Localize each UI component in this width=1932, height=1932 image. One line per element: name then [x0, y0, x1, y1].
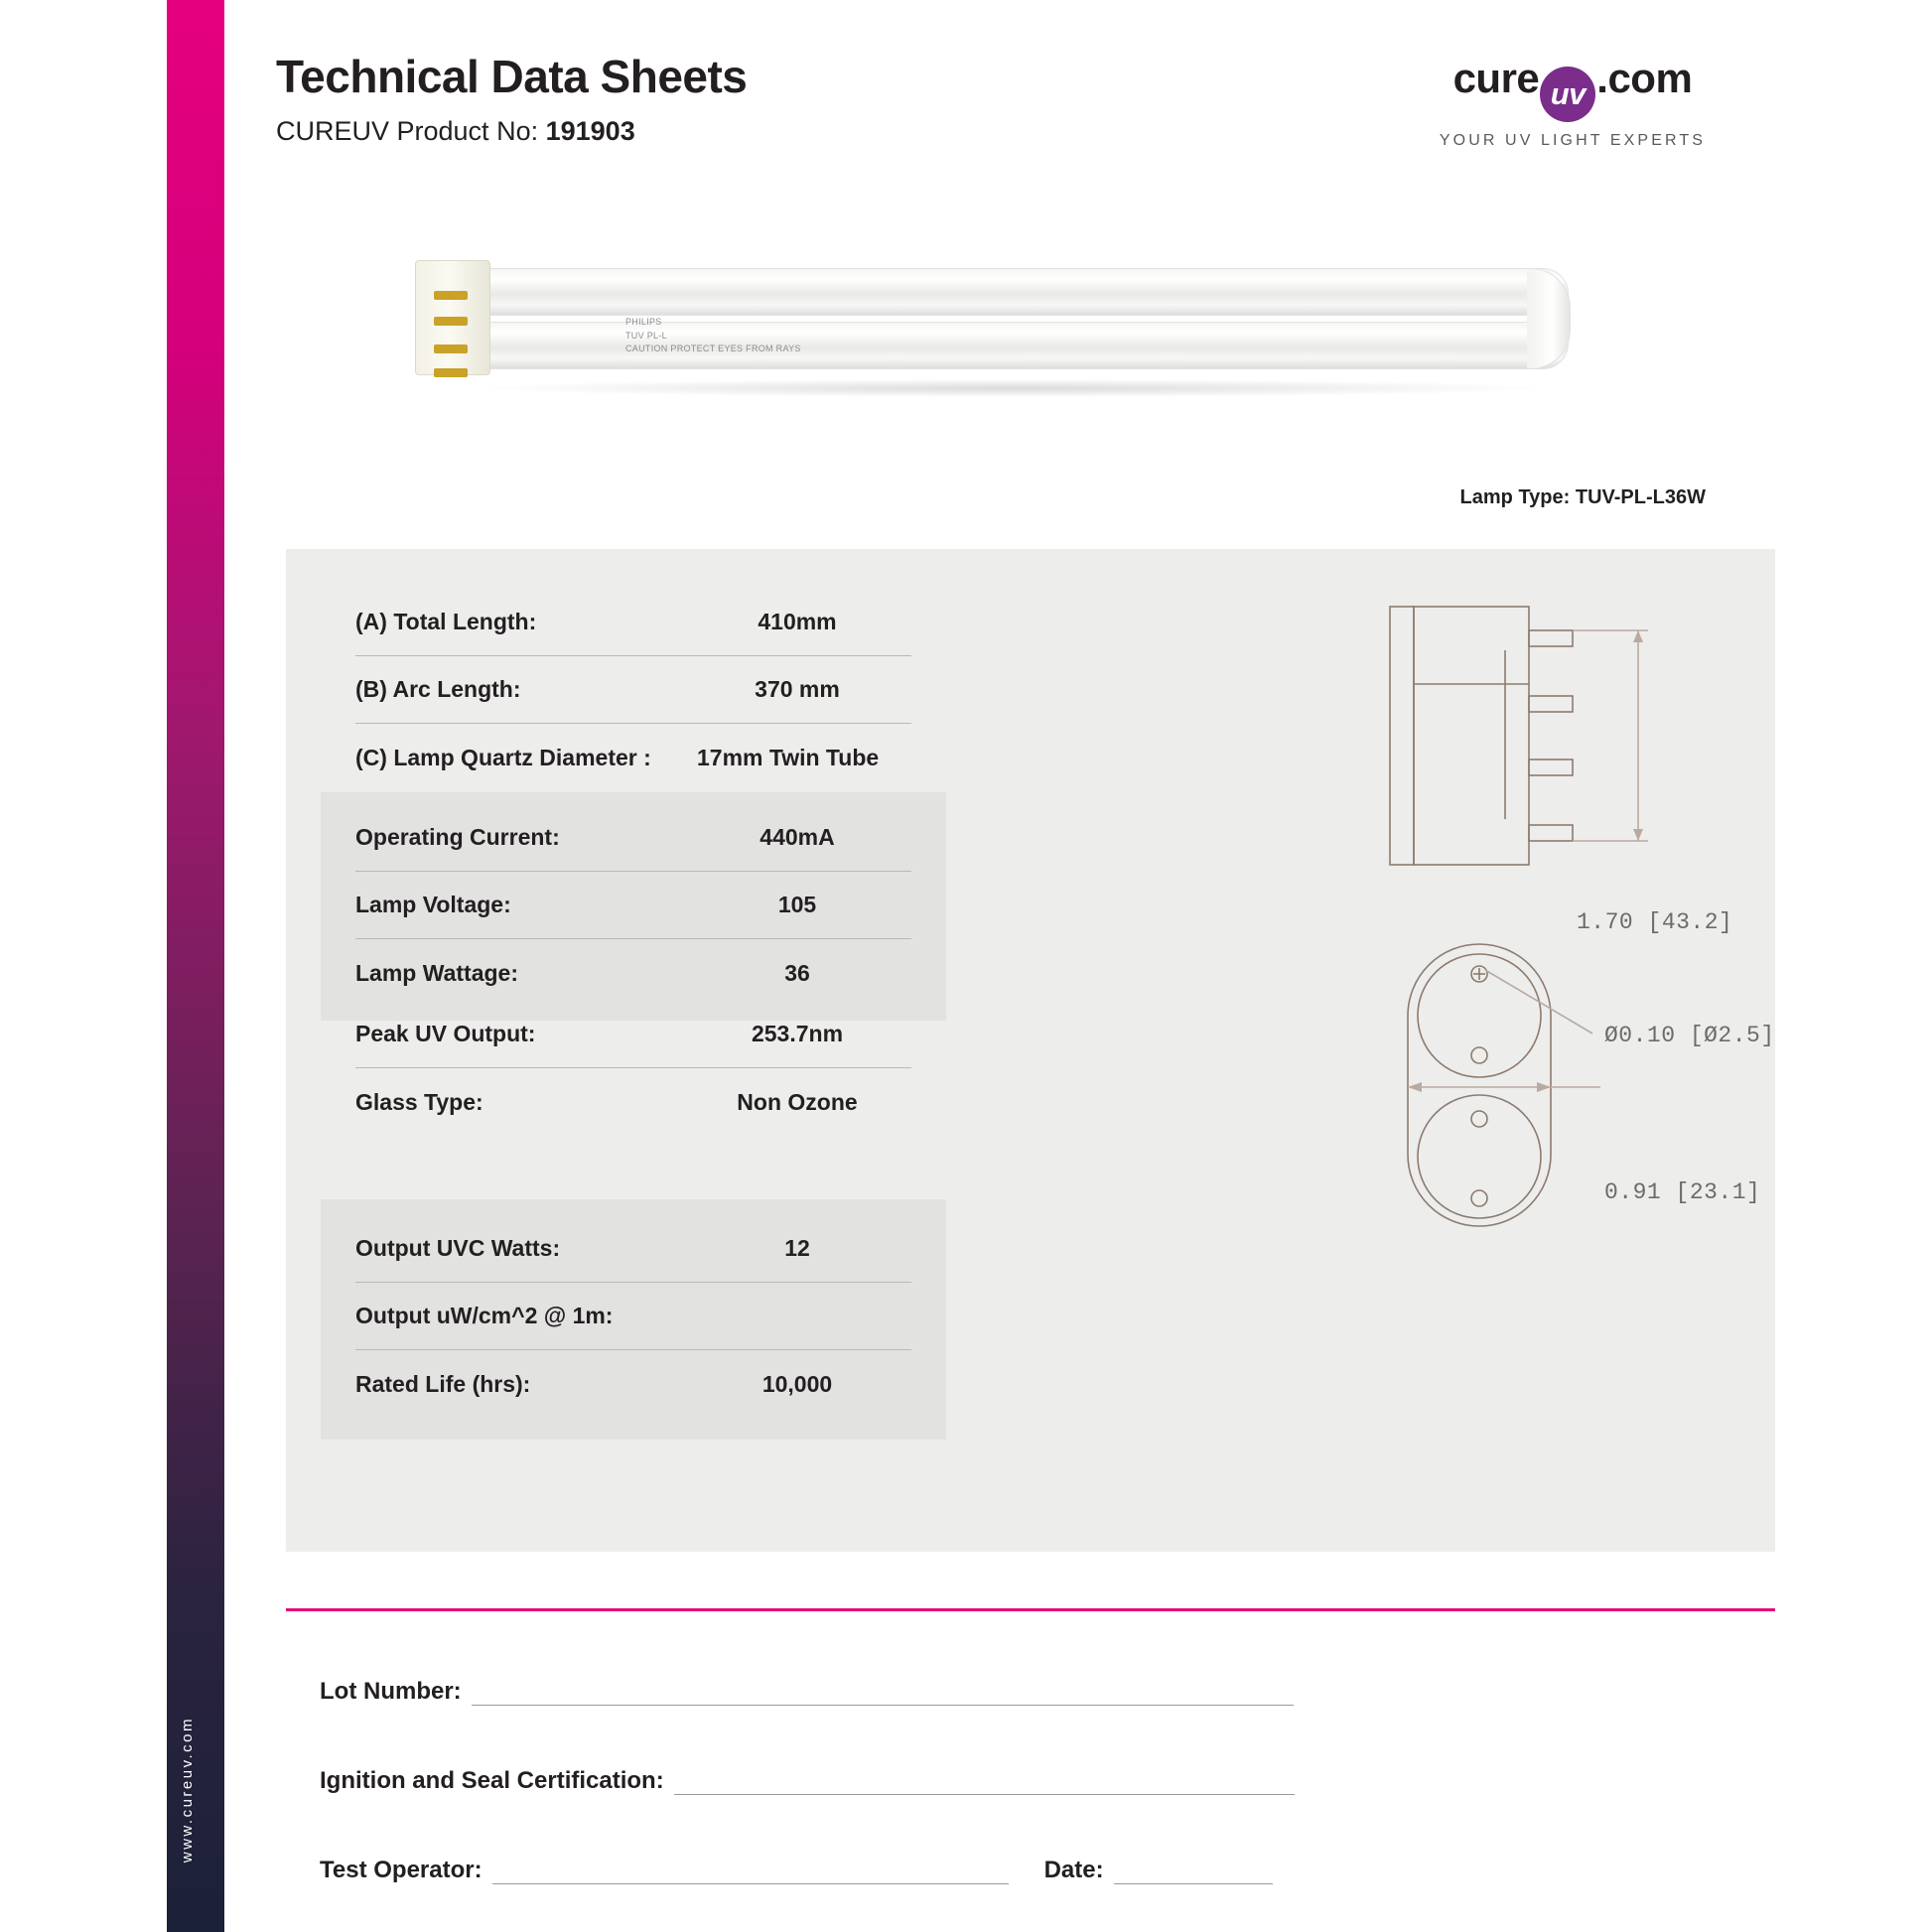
spec-value: 370 mm: [755, 676, 840, 702]
spec-group-dimensions: [321, 589, 946, 791]
lamp-type-line: [1460, 486, 1706, 509]
page-title: Technical Data Sheets: [276, 51, 748, 102]
spec-label: (B) Arc Length:: [355, 676, 521, 702]
spec-row: [355, 939, 911, 1007]
spec-label: Output uW/cm^2 @ 1m:: [355, 1303, 614, 1328]
brand-logo: [1439, 55, 1706, 150]
technical-drawings: [1378, 589, 1775, 1403]
dimension-tube-spacing: 0.91 [23.1]: [1604, 1179, 1761, 1205]
lamp-base-cap: [415, 260, 490, 375]
spec-row: [355, 1068, 911, 1136]
dim-arrow-down: [1633, 829, 1643, 841]
base-body: [1414, 607, 1529, 865]
spec-label: (A) Total Length:: [355, 609, 537, 634]
logo-uv-badge: uv: [1540, 67, 1595, 122]
spec-label: Operating Current:: [355, 824, 560, 850]
lamp-type-value: TUV-PL-L36W: [1575, 486, 1706, 508]
photo-drop-shadow: [486, 379, 1539, 397]
pin-side-3: [1529, 759, 1573, 775]
test-operator-label: Test Operator:: [320, 1857, 483, 1883]
pin-side-2: [1529, 696, 1573, 712]
lamp-pin-2: [434, 317, 468, 326]
logo-word-dotcom: .com: [1596, 55, 1693, 101]
date-input[interactable]: [1114, 1859, 1273, 1884]
product-photo: [367, 238, 1588, 437]
lot-number-input[interactable]: [472, 1680, 1294, 1706]
pin-hole-3: [1471, 1111, 1487, 1127]
lamp-printed-label: [625, 316, 801, 356]
spec-value: 105: [777, 892, 817, 917]
spec-row: [355, 656, 911, 724]
test-operator-field: [320, 1857, 1273, 1884]
leader-pin-diameter: [1485, 970, 1592, 1034]
spec-row: [355, 589, 911, 656]
dim-arrow-up: [1633, 630, 1643, 642]
lot-number-field: [320, 1678, 1294, 1706]
pin-side-4: [1529, 825, 1573, 841]
spec-group-optical: [321, 1001, 946, 1136]
spec-label: Glass Type:: [355, 1088, 483, 1115]
logo-wordmark: [1440, 55, 1706, 122]
sidebar-website-url: www.cureuv.com: [179, 1716, 196, 1863]
pin-side-1: [1529, 630, 1573, 646]
lamp-type-label: Lamp Type:: [1459, 486, 1571, 508]
logo-tagline: YOUR UV LIGHT EXPERTS: [1439, 132, 1706, 149]
lamp-pin-4: [434, 368, 468, 377]
spec-value: 36: [784, 959, 810, 986]
spec-label: Lamp Voltage:: [355, 892, 511, 917]
dimension-pin-diameter: Ø0.10 [Ø2.5]: [1604, 1023, 1775, 1048]
spec-value: 17mm Twin Tube: [697, 744, 880, 770]
crosssection-tube-lower: [1418, 1095, 1541, 1218]
header: [276, 52, 747, 147]
spec-group-output: [321, 1199, 946, 1440]
spec-row: [355, 724, 911, 791]
certification-label: Ignition and Seal Certification:: [320, 1767, 664, 1794]
date-label: Date:: [1043, 1857, 1104, 1883]
spec-row: [355, 872, 911, 939]
lamp-label-line-2: TUV PL-L: [625, 330, 667, 341]
spec-value: 440mA: [759, 824, 835, 850]
spec-row: [355, 1001, 911, 1068]
sidebar-gradient-bar: [167, 0, 224, 1932]
lamp-label-line-1: PHILIPS: [625, 317, 662, 327]
pin-hole-2: [1471, 1047, 1487, 1063]
spec-value: 10,000: [761, 1370, 833, 1397]
base-outer-left: [1390, 607, 1414, 865]
pin-hole-4: [1471, 1190, 1487, 1206]
spec-value: Non Ozone: [737, 1088, 858, 1115]
spec-row: [355, 1215, 911, 1283]
spec-label: (C) Lamp Quartz Diameter :: [355, 744, 651, 770]
lamp-tube-upper: [467, 268, 1569, 316]
drawing-svg: [1378, 589, 1755, 1403]
lamp-pin-3: [434, 345, 468, 353]
lamp-pin-1: [434, 291, 468, 300]
product-number-line: [276, 116, 747, 147]
specifications-panel: [286, 549, 1775, 1552]
product-number-label: CUREUV Product No:: [276, 115, 539, 146]
product-number-value: 191903: [545, 115, 635, 146]
certification-field: [320, 1767, 1295, 1795]
spec-row: [355, 1283, 911, 1350]
spec-label: Output UVC Watts:: [355, 1235, 561, 1261]
lamp-label-line-3: CAUTION PROTECT EYES FROM RAYS: [625, 344, 801, 353]
spec-value: 410mm: [758, 609, 837, 634]
logo-word-cure: cure: [1452, 55, 1540, 101]
spec-value: 253.7nm: [751, 1021, 844, 1046]
crosssection-outline: [1408, 944, 1551, 1226]
spec-label: Rated Life (hrs):: [355, 1370, 531, 1397]
spec-group-electrical: [321, 792, 946, 1021]
spec-label: Lamp Wattage:: [355, 959, 518, 986]
dim-arrow-left: [1408, 1082, 1422, 1092]
test-operator-input[interactable]: [492, 1859, 1009, 1884]
spec-row: [355, 804, 911, 872]
spec-value: 12: [784, 1235, 810, 1261]
lot-number-label: Lot Number:: [320, 1678, 462, 1705]
spec-label: Peak UV Output:: [355, 1021, 536, 1046]
dim-arrow-right: [1537, 1082, 1551, 1092]
spec-row: [355, 1350, 911, 1418]
section-divider: [286, 1608, 1775, 1611]
dimension-base-height: 1.70 [43.2]: [1577, 909, 1733, 935]
certification-input[interactable]: [674, 1769, 1295, 1795]
